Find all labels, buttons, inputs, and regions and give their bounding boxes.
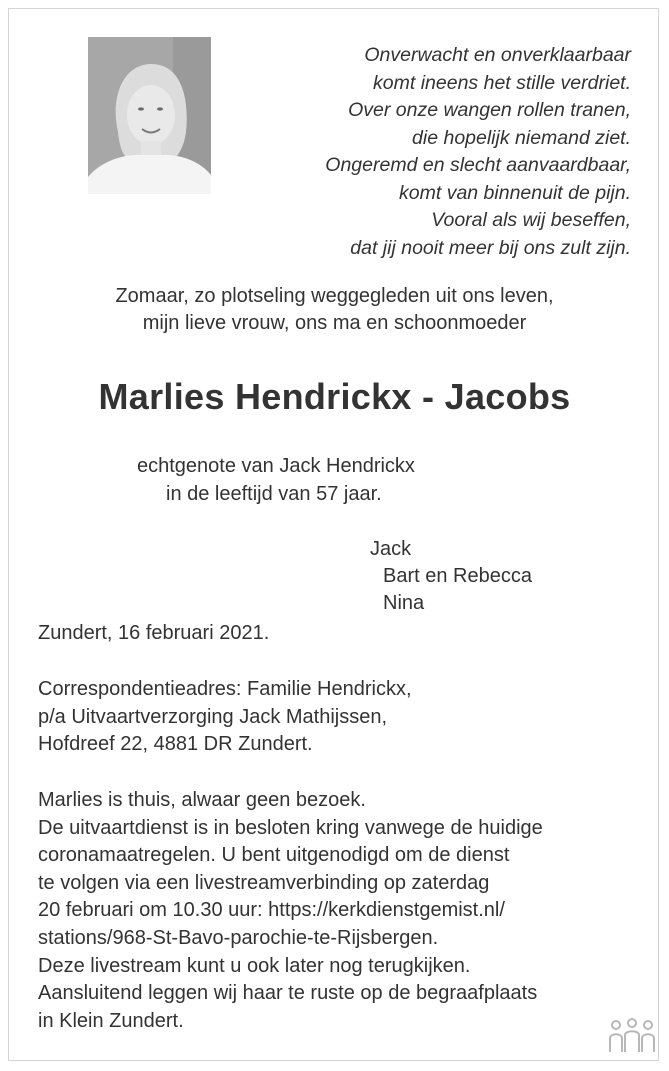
portrait-photo xyxy=(88,37,211,194)
poem-line: komt ineens het stille verdriet. xyxy=(373,71,631,94)
address-line: p/a Uitvaartverzorging Jack Mathijssen, xyxy=(38,705,388,728)
spouse-line: echtgenote van Jack Hendrickx xyxy=(137,455,415,477)
poem xyxy=(231,42,631,262)
poem-line: dat jij nooit meer bij ons zult zijn. xyxy=(350,236,631,259)
family-member: Jack xyxy=(370,538,412,560)
poem-line: Onverwacht en onverklaarbaar xyxy=(364,44,631,66)
notice-line: 20 februari om 10.30 uur: https://kerkdienstgemist.nl/ xyxy=(38,899,505,922)
place-date: Zundert, 16 februari 2021. xyxy=(38,622,270,644)
poem-line: Over onze wangen rollen tranen, xyxy=(348,99,631,121)
deceased-name: Marlies Hendrickx - Jacobs xyxy=(98,376,571,417)
notice-line: Marlies is thuis, alwaar geen bezoek. xyxy=(38,789,366,811)
address-line: Hofdreef 22, 4881 DR Zundert. xyxy=(38,733,313,756)
notice-line: De uitvaartdienst is in besloten kring vanwege de huidige xyxy=(38,816,543,839)
notice-line: in Klein Zundert. xyxy=(38,1009,184,1032)
notice-line: coronamaatregelen. U bent uitgenodigd om de dienst xyxy=(38,844,510,867)
family-member: Bart en Rebecca xyxy=(383,565,532,587)
funeral-notice xyxy=(38,787,543,1035)
poem-line: Vooral als wij beseffen, xyxy=(431,209,631,231)
intro-line: Zomaar, zo plotseling weggegleden uit ons leven, xyxy=(115,285,554,307)
notice-line: stations/968-St-Bavo-parochie-te-Rijsbergen. xyxy=(38,926,439,949)
intro-line: mijn lieve vrouw, ons ma en schoonmoeder xyxy=(142,312,527,334)
people-group-icon xyxy=(608,1018,656,1059)
poem-line: Ongeremd en slecht aanvaardbaar, xyxy=(325,154,631,176)
notice-line: Deze livestream kunt u ook later nog terugkijken. xyxy=(38,954,471,977)
correspondence-address xyxy=(38,676,412,759)
intro-text xyxy=(0,283,669,337)
poem-line: komt van binnenuit de pijn. xyxy=(399,181,631,204)
notice-line: Aansluitend leggen wij haar te ruste op de begraafplaats xyxy=(38,982,538,1005)
address-line: Correspondentieadres: Familie Hendrickx, xyxy=(38,678,412,700)
notice-line: te volgen via een livestreamverbinding op zaterdag xyxy=(38,871,490,894)
poem-line: die hopelijk niemand ziet. xyxy=(412,126,631,149)
age-line: in de leeftijd van 57 jaar. xyxy=(166,483,382,505)
family-member: Nina xyxy=(383,592,425,614)
